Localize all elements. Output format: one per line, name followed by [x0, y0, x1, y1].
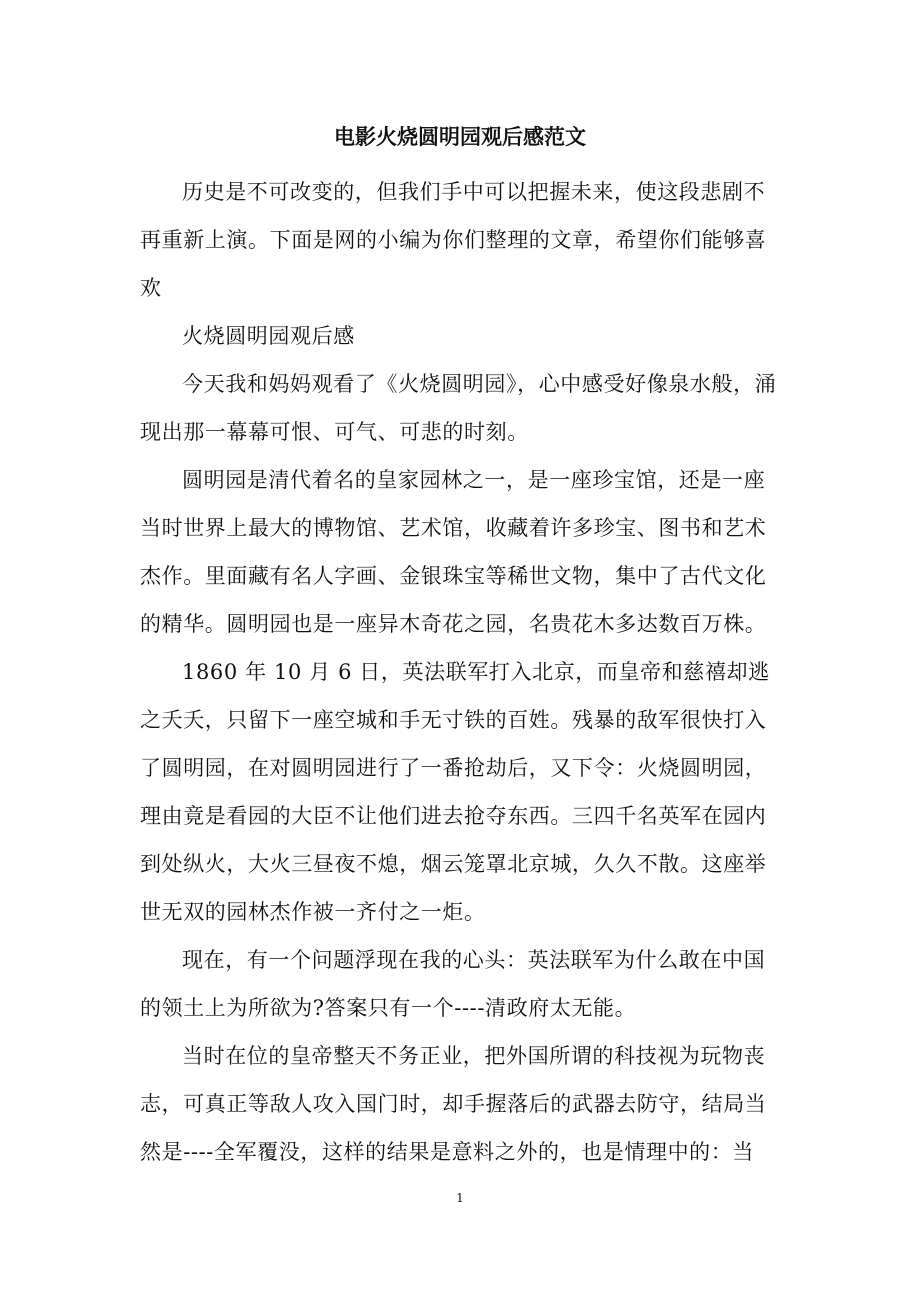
paragraph-subtitle: 火烧圆明园观后感	[182, 324, 355, 348]
paragraph: 今天我和妈妈观看了《火烧圆明园》，心中感受好像泉水般，涌现出那一幕幕可恨、可气、可悲的时刻。	[140, 372, 777, 444]
paragraph: 1860 年 10 月 6 日，英法联军打入北京，而皇帝和慈禧却逃之夭夭，只留下一座空城和手无寸铁的百姓。残暴的敌军很快打入了圆明园，在对圆明园进行了一番抢劫后，又下令：火烧圆明园，理由竟是看园的大臣不让他们进去抢夺东西。三四千名英军在园内到处纵火，大火三昼夜不熄，烟云笼罩北京城，久久不散。这座举世无双的园林杰作被一齐付之一炬。	[140, 660, 770, 924]
paragraph: 当时在位的皇帝整天不务正业，把外国所谓的科技视为玩物丧志，可真正等敌人攻入国门时，却手握落后的武器去防守，结局当然是----全军覆没，这样的结果是意料之外的，也是情理中的：当	[140, 1044, 767, 1164]
page-number: 1	[456, 1191, 464, 1205]
document-body	[140, 168, 780, 1176]
paragraph-intro: 历史是不可改变的，但我们手中可以把握未来，使这段悲剧不再重新上演。下面是网的小编为你们整理的文章，希望你们能够喜欢	[140, 180, 767, 300]
paragraph: 圆明园是清代着名的皇家园林之一，是一座珍宝馆，还是一座当时世界上最大的博物馆、艺术馆，收藏着许多珍宝、图书和艺术杰作。里面藏有名人字画、金银珠宝等稀世文物，集中了古代文化的精华。圆明园也是一座异木奇花之园，名贵花木多达数百万株。	[140, 468, 767, 636]
paragraph: 现在，有一个问题浮现在我的心头：英法联军为什么敢在中国的领土上为所欲为?答案只有一个----清政府太无能。	[140, 948, 766, 1020]
document-title: 电影火烧圆明园观后感范文	[334, 124, 586, 149]
